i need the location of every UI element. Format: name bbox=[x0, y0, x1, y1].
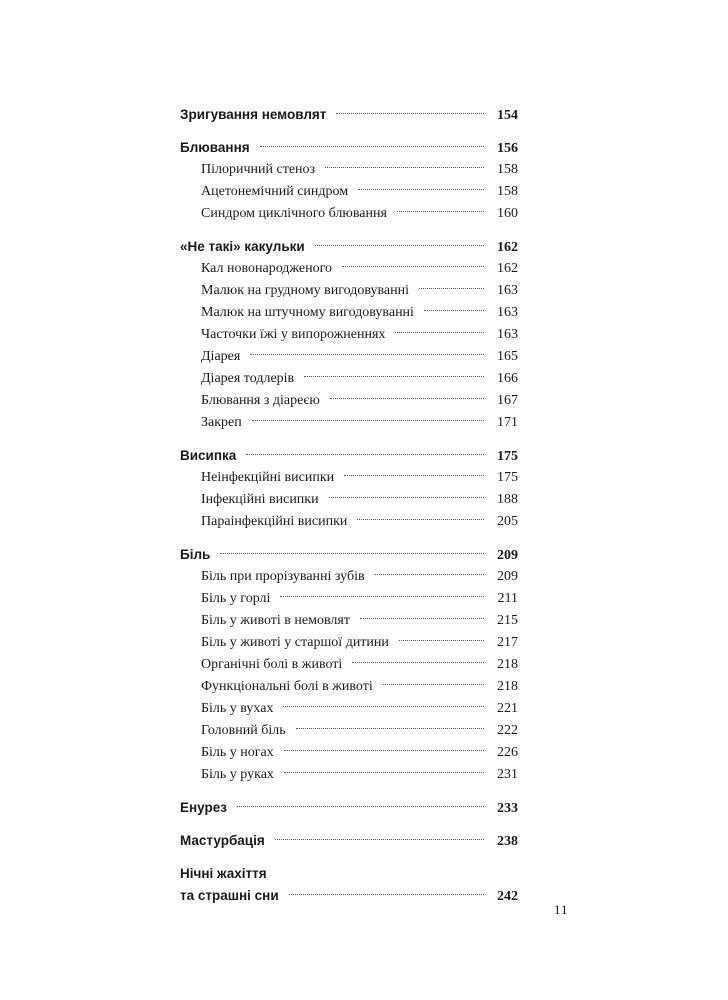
toc-subsection-row[interactable] bbox=[180, 720, 518, 742]
toc-section bbox=[180, 104, 518, 126]
toc-subsection-row[interactable] bbox=[180, 764, 518, 786]
toc-subsection-page: 158 bbox=[497, 162, 518, 177]
toc-subsection-page: 175 bbox=[497, 470, 518, 485]
toc-chapter-row[interactable] bbox=[180, 137, 518, 159]
dot-leader bbox=[419, 288, 484, 289]
toc-subsection-title: Функціональні болі в животі bbox=[201, 679, 373, 694]
dot-leader bbox=[357, 519, 484, 520]
toc-subsection-title: Пілоричний стеноз bbox=[201, 162, 316, 177]
toc-subsection-title: Біль у животі в немовлят bbox=[201, 613, 350, 628]
toc-subsection-page: 167 bbox=[497, 393, 518, 408]
toc-subsection-title: Біль у вухах bbox=[201, 701, 274, 716]
toc-subsection-page: 162 bbox=[497, 261, 518, 276]
dot-leader bbox=[395, 332, 484, 333]
toc-section bbox=[180, 797, 518, 819]
dot-leader bbox=[296, 728, 484, 729]
dot-leader bbox=[330, 398, 484, 399]
toc-chapter-title: Висипка bbox=[180, 448, 237, 463]
toc-section bbox=[180, 137, 518, 225]
dot-leader bbox=[399, 640, 484, 641]
toc-subsection-row[interactable] bbox=[180, 676, 518, 698]
dot-leader bbox=[315, 245, 484, 246]
dot-leader bbox=[284, 772, 484, 773]
toc-subsection-page: 160 bbox=[497, 206, 518, 221]
toc-subsection-page: 221 bbox=[497, 701, 518, 716]
dot-leader bbox=[375, 574, 484, 575]
toc-subsection-page: 218 bbox=[497, 679, 518, 694]
toc-chapter-title: та страшні сни bbox=[180, 888, 279, 903]
toc-subsection-row[interactable] bbox=[180, 742, 518, 764]
toc-chapter-title: Зригування немовлят bbox=[180, 107, 327, 122]
dot-leader bbox=[289, 894, 484, 895]
dot-leader bbox=[246, 454, 484, 455]
toc-chapter-title: Енурез bbox=[180, 800, 227, 815]
toc-chapter-page: 209 bbox=[497, 548, 518, 563]
dot-leader bbox=[284, 750, 484, 751]
toc-chapter-row[interactable] bbox=[180, 445, 518, 467]
toc-subsection-row[interactable] bbox=[180, 181, 518, 203]
dot-leader bbox=[275, 839, 484, 840]
toc-subsection-row[interactable] bbox=[180, 368, 518, 390]
toc-subsection-page: 217 bbox=[497, 635, 518, 650]
toc-subsection-row[interactable] bbox=[180, 654, 518, 676]
toc-subsection-title: Параінфекційні висипки bbox=[201, 514, 348, 529]
toc-subsection-row[interactable] bbox=[180, 412, 518, 434]
toc-subsection-row[interactable] bbox=[180, 203, 518, 225]
toc-subsection-title: Закреп bbox=[201, 415, 242, 430]
toc-subsection-page: 205 bbox=[497, 514, 518, 529]
dot-leader bbox=[237, 806, 484, 807]
toc-subsection-row[interactable] bbox=[180, 346, 518, 368]
toc-subsection-title: Органічні болі в животі bbox=[201, 657, 343, 672]
toc-section bbox=[180, 445, 518, 533]
toc-chapter-page: 233 bbox=[497, 801, 518, 816]
dot-leader bbox=[252, 420, 484, 421]
toc-subsection-title: Біль у горлі bbox=[201, 591, 271, 606]
toc-subsection-page: 171 bbox=[497, 415, 518, 430]
toc-subsection-title: Біль у животі у старшої дитини bbox=[201, 635, 389, 650]
toc-subsection-row[interactable] bbox=[180, 588, 518, 610]
toc-subsection-row[interactable] bbox=[180, 324, 518, 346]
dot-leader bbox=[342, 266, 484, 267]
toc-subsection-page: 218 bbox=[497, 657, 518, 672]
dot-leader bbox=[325, 167, 484, 168]
toc-chapter-row[interactable] bbox=[180, 797, 518, 819]
toc-section bbox=[180, 544, 518, 786]
toc-subsection-row[interactable] bbox=[180, 566, 518, 588]
toc-subsection-title: Ацетонемічний синдром bbox=[201, 184, 349, 199]
toc-subsection-page: 222 bbox=[497, 723, 518, 738]
toc-chapter-title-line bbox=[180, 863, 518, 885]
toc-subsection-row[interactable] bbox=[180, 302, 518, 324]
toc-subsection-row[interactable] bbox=[180, 280, 518, 302]
toc-subsection-page: 165 bbox=[497, 349, 518, 364]
toc-chapter-row[interactable] bbox=[180, 236, 518, 258]
dot-leader bbox=[397, 211, 484, 212]
toc-chapter-row[interactable] bbox=[180, 885, 518, 907]
toc-subsection-title: Діарея тодлерів bbox=[201, 371, 295, 386]
toc-subsection-page: 188 bbox=[497, 492, 518, 507]
dot-leader bbox=[220, 553, 484, 554]
toc-chapter-title: Нічні жахіття bbox=[180, 866, 267, 881]
toc-subsection-title: Неінфекційні висипки bbox=[201, 470, 335, 485]
toc-subsection-row[interactable] bbox=[180, 632, 518, 654]
toc-chapter-row[interactable] bbox=[180, 104, 518, 126]
toc-chapter-page: 242 bbox=[497, 889, 518, 904]
dot-leader bbox=[360, 618, 484, 619]
toc-subsection-title: Інфекційні висипки bbox=[201, 492, 319, 507]
dot-leader bbox=[358, 189, 484, 190]
toc-chapter-page: 238 bbox=[497, 834, 518, 849]
toc-chapter-row[interactable] bbox=[180, 830, 518, 852]
toc-subsection-page: 211 bbox=[497, 591, 518, 606]
toc-section bbox=[180, 236, 518, 434]
toc-subsection-page: 209 bbox=[497, 569, 518, 584]
toc-subsection-row[interactable] bbox=[180, 698, 518, 720]
toc-subsection-row[interactable] bbox=[180, 467, 518, 489]
toc-subsection-title: Біль у руках bbox=[201, 767, 274, 782]
table-of-contents bbox=[180, 104, 518, 918]
toc-subsection-row[interactable] bbox=[180, 258, 518, 280]
toc-subsection-page: 231 bbox=[497, 767, 518, 782]
toc-chapter-title: Блювання bbox=[180, 140, 250, 155]
toc-subsection-row[interactable] bbox=[180, 159, 518, 181]
toc-chapter-title: Мастурбація bbox=[180, 833, 265, 848]
dot-leader bbox=[336, 113, 484, 114]
toc-subsection-page: 163 bbox=[497, 327, 518, 342]
dot-leader bbox=[424, 310, 484, 311]
toc-chapter-row[interactable] bbox=[180, 544, 518, 566]
toc-subsection-row[interactable] bbox=[180, 390, 518, 412]
toc-subsection-title: Малюк на грудному вигодовуванні bbox=[201, 283, 409, 298]
toc-section bbox=[180, 863, 518, 907]
toc-subsection-row[interactable] bbox=[180, 610, 518, 632]
toc-subsection-page: 158 bbox=[497, 184, 518, 199]
toc-subsection-title: Біль при прорізуванні зубів bbox=[201, 569, 365, 584]
toc-subsection-page: 163 bbox=[497, 305, 518, 320]
dot-leader bbox=[383, 684, 484, 685]
dot-leader bbox=[283, 706, 484, 707]
dot-leader bbox=[329, 497, 484, 498]
toc-chapter-title: Біль bbox=[180, 547, 211, 562]
toc-subsection-row[interactable] bbox=[180, 489, 518, 511]
toc-section bbox=[180, 830, 518, 852]
toc-subsection-page: 215 bbox=[497, 613, 518, 628]
toc-subsection-title: Головний біль bbox=[201, 723, 286, 738]
toc-subsection-page: 226 bbox=[497, 745, 518, 760]
toc-chapter-page: 175 bbox=[497, 449, 518, 464]
toc-subsection-page: 166 bbox=[497, 371, 518, 386]
toc-chapter-page: 154 bbox=[497, 108, 518, 123]
toc-subsection-title: Синдром циклічного блювання bbox=[201, 206, 387, 221]
toc-subsection-title: Біль у ногах bbox=[201, 745, 274, 760]
toc-subsection-title: Кал новонародженого bbox=[201, 261, 332, 276]
dot-leader bbox=[250, 354, 484, 355]
toc-subsection-row[interactable] bbox=[180, 511, 518, 533]
toc-subsection-page: 163 bbox=[497, 283, 518, 298]
dot-leader bbox=[344, 475, 484, 476]
toc-subsection-title: Блювання з діареєю bbox=[201, 393, 320, 408]
toc-subsection-title: Часточки їжі у випорожненнях bbox=[201, 327, 386, 342]
toc-chapter-title: «Не такі» какульки bbox=[180, 239, 305, 254]
page-number: 11 bbox=[554, 902, 569, 917]
toc-chapter-page: 156 bbox=[497, 141, 518, 156]
dot-leader bbox=[352, 662, 484, 663]
dot-leader bbox=[280, 596, 484, 597]
dot-leader bbox=[304, 376, 484, 377]
toc-chapter-page: 162 bbox=[497, 240, 518, 255]
dot-leader bbox=[260, 146, 484, 147]
toc-subsection-title: Малюк на штучному вигодовуванні bbox=[201, 305, 414, 320]
toc-subsection-title: Діарея bbox=[201, 349, 241, 364]
